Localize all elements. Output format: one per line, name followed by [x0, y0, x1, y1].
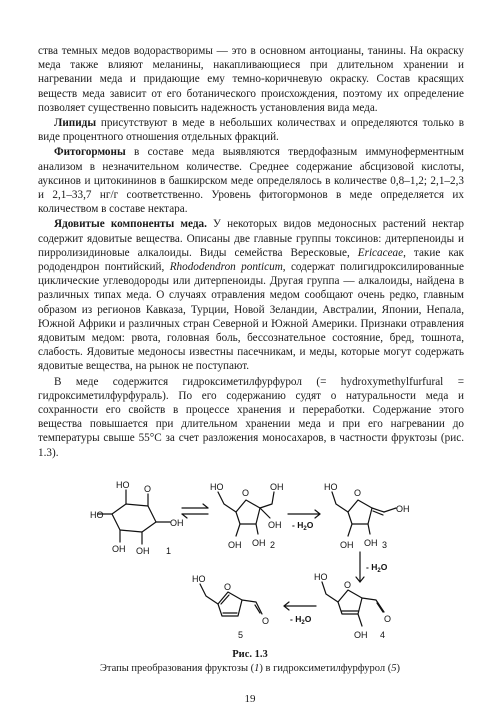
label-compound-2: 2	[270, 540, 276, 550]
label-oh: OH	[270, 482, 284, 492]
label-oh: OH	[170, 518, 184, 528]
term-phytohormones: Фитогормоны	[54, 146, 126, 159]
paragraph-text: В меде содержится гидроксиметилфурфурол (= hydroxymethylfurfural = гидроксиметилфурфураль). По его содержанию судят о натуральности меда и сохранности его свойств в процессе хранения и переработки. Содержание этого вещества повышается при длительном хранении меда и при его нагревании до температуры свыше 55°С за счет разложения моносахаров, в частности фруктозы (рис. 1.3).	[38, 375, 464, 459]
fructose-to-hmf-scheme	[90, 476, 430, 646]
paragraph-text: У некоторых видов медоносных растений нектар содержит ядовитые вещества. Описаны две главные группы токсинов: дитерпеноиды и пирролизидиновые алкалоиды. Виды семейства Вересковые,	[38, 218, 464, 259]
caption-compound-1: 1	[254, 663, 260, 674]
label-oh: OH	[364, 538, 378, 548]
caption-compound-5: 5	[391, 663, 397, 674]
paragraph-continuation	[38, 44, 464, 115]
term-lipids: Липиды	[54, 117, 97, 130]
page-number: 19	[244, 693, 256, 705]
label-oh: OH	[136, 546, 150, 556]
label-oh: OH	[252, 538, 266, 548]
paragraph-text: ства темных медов водорастворимы — это в основном антоцианы, танины. На окраску меда также влияют меланины, накапливающиеся при длительном хранении и нагревании меда и придающие ему темно-коричневую окраску. Состав красящих веществ меда зависит от его ботанического происхождения, поэтому их определение позволяет существенно повысить надежность установления вида меда.	[38, 45, 464, 114]
label-o: O	[262, 616, 270, 626]
figure-caption-text: Этапы преобразования фруктозы (1) в гидроксиметилфурфурол (5)	[99, 663, 401, 674]
label-ho: HO	[324, 482, 338, 492]
label-minus-h2o: - $H_2O$	[290, 614, 312, 626]
label-ho: HO	[314, 572, 328, 582]
label-minus-h2o: - $H_2O$	[366, 562, 388, 574]
label-o: O	[354, 488, 362, 498]
paragraph-text: , содержат полигидроксилированные циклические углеводороды или дитерпеноиды. Другая группа — алкалоиды, найдена в различных типах меда. О случаях отравления медом сообщают очень редко, главным образом из регионов Кавказа, Турции, Новой Зеландии, Австралии, Японии, Непала, Южной Африки и различных стран Северной и Южной Америки. Признаки отравления ядовитым медом: рвота, головная боль, бессознательное состояние, бред, тошнота, слабость. Ядовитые медоносы известны пасечникам, и меды, которые могут содержать ядовитые вещества, на рынок не поступают.	[38, 261, 464, 373]
structure-3-enol	[332, 492, 396, 536]
paragraph-text: , такие как рододендрон понтийский,	[38, 246, 464, 274]
latin-name-ericaceae: Ericaceae	[357, 246, 404, 259]
arrow-4-5	[284, 602, 316, 610]
reaction-scheme-svg	[90, 476, 430, 646]
paragraph-lipids	[38, 116, 464, 144]
paragraph-hmf	[38, 375, 464, 460]
label-ho: HO	[90, 510, 104, 520]
label-compound-1: 1	[166, 546, 172, 556]
scheme-labels	[90, 480, 410, 640]
label-oh: OH	[268, 520, 282, 530]
label-ho: HO	[210, 482, 224, 492]
label-oh: OH	[340, 540, 354, 550]
label-o: O	[144, 484, 152, 494]
structure-1-fructopyranose	[98, 490, 170, 544]
body-text	[38, 44, 464, 460]
paragraph-toxic-components	[38, 217, 464, 373]
label-oh: OH	[112, 544, 126, 554]
label-minus-h2o: - $H_2O$	[292, 520, 314, 532]
label-oh: OH	[228, 540, 242, 550]
label-compound-3: 3	[382, 540, 388, 550]
paragraph-phytohormones	[38, 145, 464, 216]
label-compound-4: 4	[380, 630, 386, 640]
arrow-3-4	[356, 552, 364, 582]
label-o: O	[242, 488, 250, 498]
label-ho: HO	[116, 480, 130, 490]
label-o: O	[344, 580, 352, 590]
term-toxic-components: Ядовитые компоненты меда.	[54, 218, 207, 231]
label-compound-5: 5	[238, 630, 244, 640]
structure-4-intermediate	[322, 582, 384, 626]
label-o: O	[384, 614, 392, 624]
figure-caption-title: Рис. 1.3	[232, 649, 268, 660]
latin-name-rhododendron: Rhododendron ponticum	[169, 261, 283, 274]
structure-2-fructofuranose	[218, 492, 274, 536]
label-oh: OH	[354, 630, 368, 640]
equilibrium-arrow-1-2	[182, 504, 208, 518]
label-oh: OH	[396, 504, 410, 514]
label-ho: HO	[192, 574, 206, 584]
label-o: O	[224, 582, 232, 592]
paragraph-text: присутствуют в меде в небольших количествах и определяются только в виде процентного отношения отдельных фракций.	[38, 117, 464, 144]
paragraph-text: в составе меда выявляются твердофазным иммуноферментным анализом в незначительном количестве. Среднее содержание абсцизовой кислоты, ауксинов и цитокининов в башкирском меде определялось в количестве 0,8–1,2; 2,1–2,3 и 2,1–33,7 нг/г соответственно. Уровень фитогормонов в меде определяется их количеством в составе нектара.	[38, 146, 464, 216]
arrow-2-3	[288, 510, 320, 518]
